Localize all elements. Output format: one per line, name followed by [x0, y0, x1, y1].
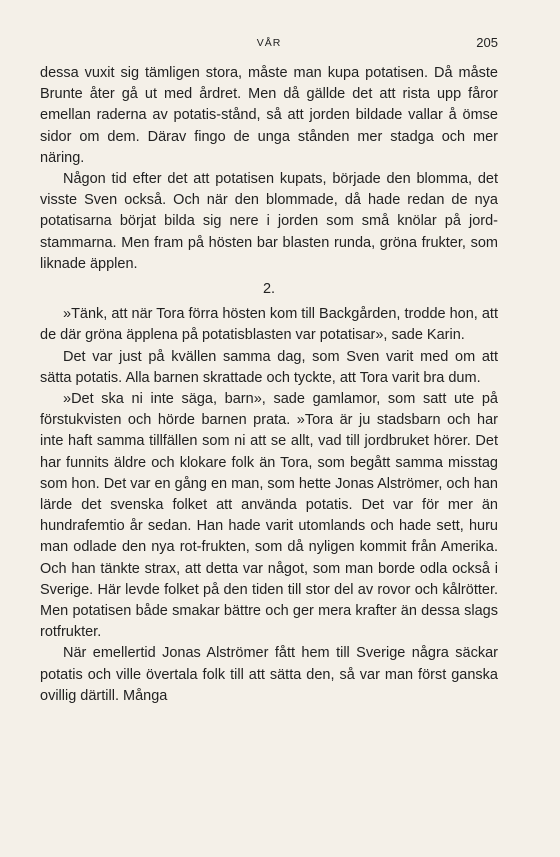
section-number: 2.	[262, 281, 276, 298]
paragraph: »Tänk, att när Tora förra hösten kom till Backgården, trodde hon, att de där gröna äpplena på potatisblasten var potatisar», sade Karin.	[40, 306, 498, 344]
running-title: VÅR	[256, 37, 282, 49]
page-header	[40, 35, 498, 51]
paragraph: »Det ska ni inte säga, barn», sade gamlamor, som satt ute på förstukvisten och hörde barnen prata. »Tora är ju stadsbarn och har inte haft samma tillfällen som ni att se allt, vad till jordbruket hörer. Det har funnits äldre och klokare folk än Tora, som begått samma misstag som hon. Det var en gång en man, som hette Jonas Alströmer, och han lärde det svenska folket att använda potatis. Det var för mer än hundrafemtio år sedan. Han hade varit utomlands och hade sett, huru man odlade den nya rot-frukten, som då nyligen kommit från Amerika. Och han tänkte strax, att detta var något, som man borde odla också i Sverige. Här levde folket på den tiden till stor del av rovor och kålrötter. Men potatisen både smakar bättre och ger mera krafter än dessa slags rotfrukter.	[40, 391, 498, 641]
paragraph: När emellertid Jonas Alströmer fått hem till Sverige några säckar potatis och ville övertala folk till att sätta den, så var man först ganska ovillig därtill. Många	[40, 645, 498, 704]
paragraph: dessa vuxit sig tämligen stora, måste man kupa potatisen. Då måste Brunte åter gå ut med årdret. Men då gällde det att rista upp fåror emellan raderna av potatis-stånd, så att jorden bildade vallar å ömse sidor om dem. Därav fingo de unga stånden mer stadga och mer näring.	[40, 65, 498, 166]
paragraph: Det var just på kvällen samma dag, som Sven varit med om att sätta potatis. Alla barnen skrattade och tyckte, att Tora varit bra dum.	[40, 348, 498, 386]
paragraph: Någon tid efter det att potatisen kupats, började den blomma, det visste Sven också. Och när den blommade, då hade redan de nya potatisarna börjat bilda sig nere i jorden som små knölar på jord-stammarna. Men fram på hösten bar blasten runda, gröna frukter, som liknade äpplen.	[40, 171, 498, 272]
body-text	[40, 63, 498, 707]
page-number: 205	[476, 35, 498, 50]
